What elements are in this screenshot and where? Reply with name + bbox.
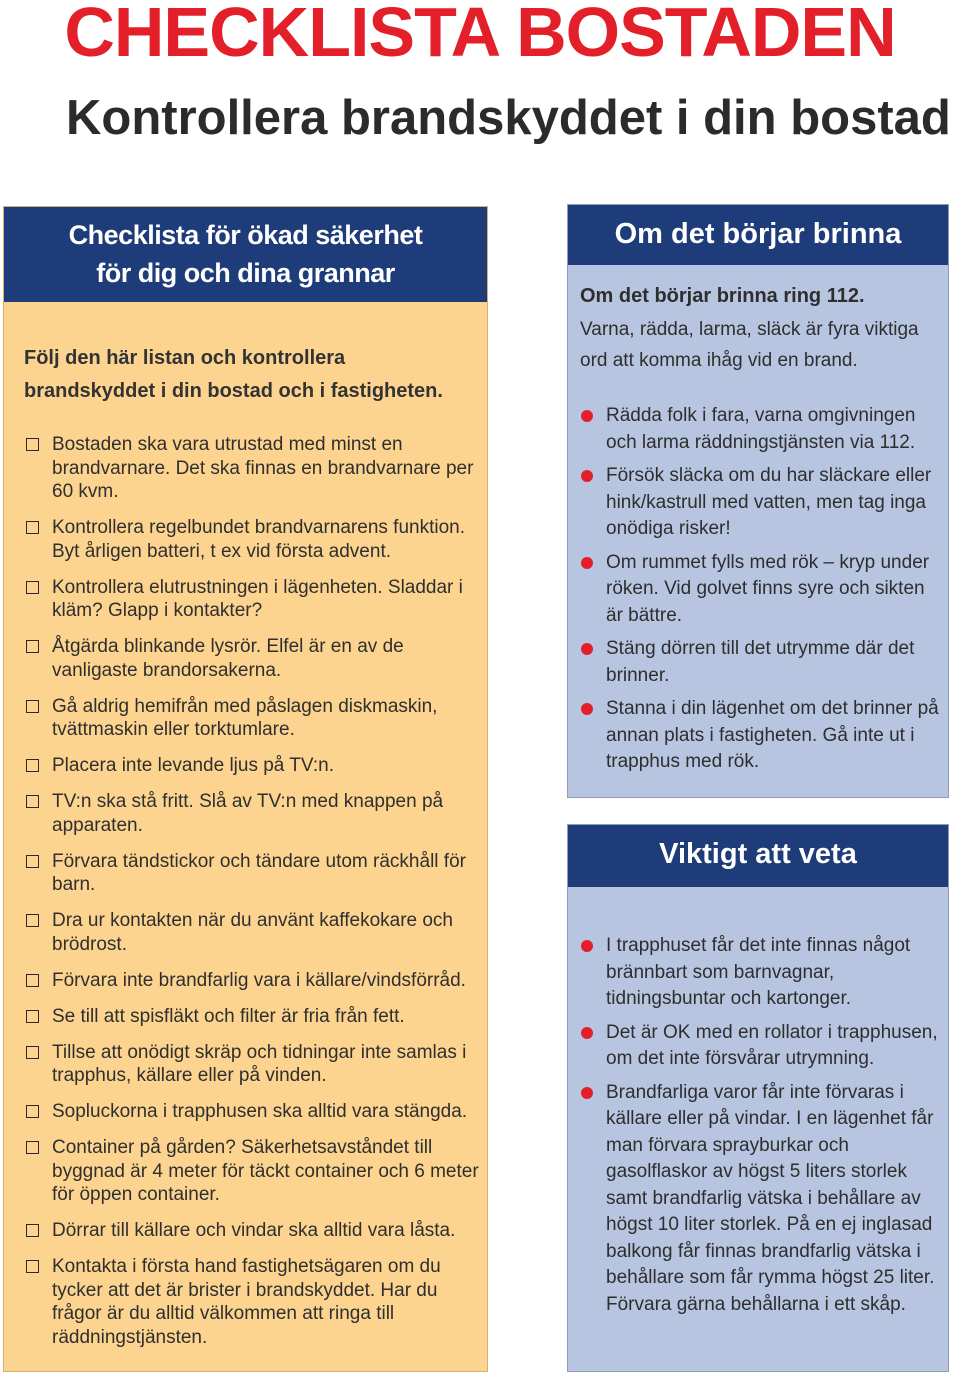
checklist-item-text: Förvara inte brandfarlig vara i källare/vindsförråd. [52,969,466,991]
checkbox-icon [26,521,39,534]
checklist [24,433,484,1362]
fire-panel-intro: Varna, rädda, larma, släck är fyra viktiga ord att komma ihåg vid en brand. [580,319,919,371]
checklist-heading-line-2: för dig och dina grannar [96,258,395,288]
checkbox-icon [26,640,39,653]
info-panel-list [580,933,946,1325]
red-bullet-icon [581,470,593,482]
fire-panel-list [580,403,946,783]
checkbox-icon [26,1141,39,1154]
red-bullet-icon [581,643,593,655]
checkbox-icon [26,914,39,927]
checkbox-icon [26,581,39,594]
checkbox-icon [26,1046,39,1059]
checkbox-icon [26,438,39,451]
checklist-item [24,695,484,742]
checkbox-icon [26,795,39,808]
checklist-item [24,1219,484,1243]
checklist-item [24,850,484,897]
list-item-text: Det är OK med en rollator i trapphusen, om det inte försvårar utrymning. [606,1021,938,1069]
checklist-heading-line-1: Checklista för ökad säkerhet [68,220,423,250]
checklist-item-text: TV:n ska stå fritt. Slå av TV:n med knappen på apparaten. [52,791,444,836]
checklist-item-text: Se till att spisfläkt och filter är fria från fett. [52,1005,405,1027]
checklist-item-text: Placera inte levande ljus på TV:n. [52,755,335,776]
checkbox-icon [26,1105,39,1118]
checklist-item [24,635,484,682]
list-item [580,696,946,776]
checklist-item-text: Åtgärda blinkande lysrör. Elfel är en av de vanligaste brandorsakerna. [52,636,404,681]
checkbox-icon [26,700,39,713]
checklist-panel [3,206,488,1372]
checklist-item [24,790,484,837]
checklist-item-text: Tillse att onödigt skräp och tidningar inte samlas i trapphus, källare eller på vinden. [52,1041,467,1086]
list-item-text: Om rummet fylls med rök – kryp under röken. Vid golvet finns syre och sikten är bättre. [606,551,930,626]
checklist-item-text: Förvara tändstickor och tändare utom räckhåll för barn. [52,850,466,895]
checklist-item-text: Kontrollera elutrustningen i lägenheten. Sladdar i kläm? Glapp i kontakter? [52,576,463,621]
checklist-item-text: Bostaden ska vara utrustad med minst en brandvarnare. Det ska finnas en brandvarnare per 60 kvm. [52,434,474,502]
checklist-intro: Följ den här listan och kontrollera brandskyddet i din bostad och i fastigheten. [24,347,443,402]
list-item-text: I trapphuset får det inte finnas något brännbart som barnvagnar, tidningsbuntar och kartonger. [606,935,911,1009]
red-bullet-icon [581,703,593,715]
checkbox-icon [26,759,39,772]
checkbox-icon [26,855,39,868]
info-panel [567,824,949,1372]
checklist-item [24,576,484,623]
checklist-item [24,1136,484,1207]
checklist-item [24,909,484,956]
list-item-text: Försök släcka om du har släckare eller hink/kastrull med vatten, men tag inga onödiga risker! [606,465,932,539]
checklist-item [24,433,484,504]
red-bullet-icon [581,557,593,569]
checklist-item-text: Dra ur kontakten när du använt kaffekokare och brödrost. [52,910,454,955]
fire-panel [567,204,949,798]
checklist-item [24,754,484,778]
red-bullet-icon [581,410,593,422]
checklist-item [24,1005,484,1029]
red-bullet-icon [581,1027,593,1039]
red-bullet-icon [581,1087,593,1099]
info-panel-heading: Viktigt att veta [568,825,948,887]
checkbox-icon [26,974,39,987]
red-bullet-icon [581,940,593,952]
list-item-text: Stäng dörren till det utrymme där det brinner. [606,638,915,686]
checklist-item-text: Kontrollera regelbundet brandvarnarens funktion. Byt årligen batteri, t ex vid första advent. [52,517,465,562]
checklist-item-text: Container på gården? Säkerhetsavståndet till byggnad är 4 meter för täckt container och 6 meter för öppen container. [52,1137,479,1205]
page-title: CHECKLISTA BOSTADEN [64,0,896,71]
checklist-heading [4,207,487,302]
checkbox-icon [26,1224,39,1237]
checklist-item-text: Dörrar till källare och vindar ska alltid vara låsta. [52,1220,456,1241]
checklist-item [24,1041,484,1088]
checklist-item [24,516,484,563]
list-item-text: Rädda folk i fara, varna omgivningen och larma räddningstjänsten via 112. [606,405,916,453]
checkbox-icon [26,1260,39,1273]
fire-panel-lead: Om det börjar brinna ring 112. [580,285,865,307]
checklist-item [24,1255,484,1349]
list-item-text: Brandfarliga varor får inte förvaras i källare eller på vindar. I en lägenhet får man förvara sprayburkar och gasolflaskor av högst 5 liters storlek samt brandfarlig vätska i behållare av högst 10 liter storlek. På en ej inglasad balkong får finnas brandfarlig vätska i behållare som får rymma högst 25 liter. Förvara gärna behållarna i ett skåp. [606,1081,935,1315]
checklist-item-text: Sopluckorna i trapphusen ska alltid vara stängda. [52,1101,468,1122]
checklist-item-text: Kontakta i första hand fastighetsägaren om du tycker att det är brister i brandskyddet. Har du frågor är du alltid välkommen att ringa till räddningstjänsten. [52,1256,441,1348]
fire-panel-heading: Om det börjar brinna [568,205,948,265]
list-item [580,550,946,630]
checklist-item [24,969,484,993]
page-subtitle: Kontrollera brandskyddet i din bostad [66,91,951,145]
list-item [580,463,946,543]
list-item [580,636,946,689]
checklist-item [24,1100,484,1124]
list-item [580,403,946,456]
checkbox-icon [26,1010,39,1023]
checklist-item-text: Gå aldrig hemifrån med påslagen diskmaskin, tvättmaskin eller torktumlare. [52,695,438,740]
list-item [580,1080,946,1319]
list-item [580,1020,946,1073]
list-item [580,933,946,1013]
list-item-text: Stanna i din lägenhet om det brinner på annan plats i fastigheten. Gå inte ut i trapphus med rök. [606,698,939,772]
